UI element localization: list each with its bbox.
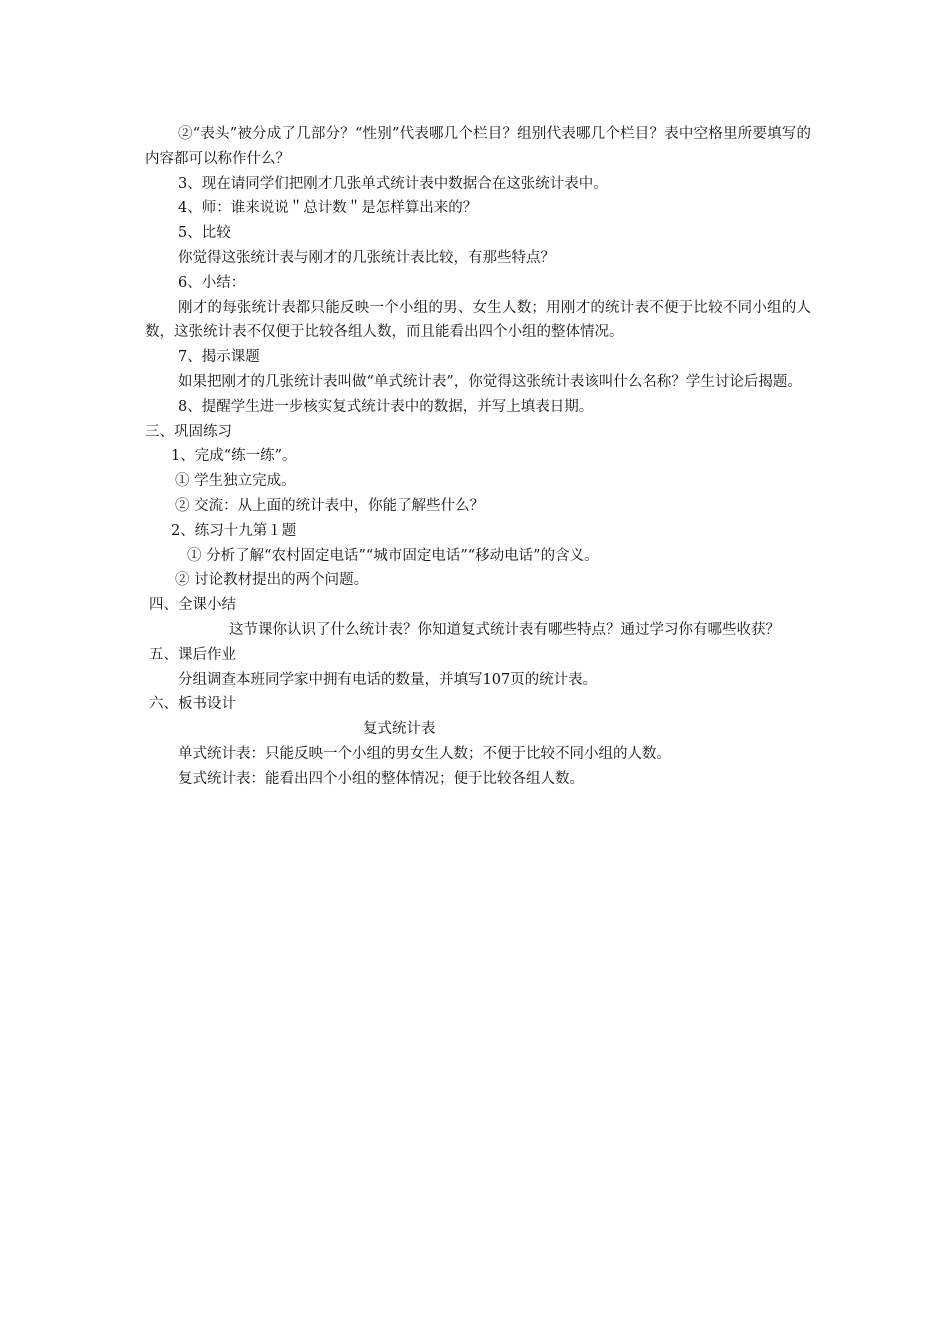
step-4: 4、师：谁来说说＂总计数＂是怎样算出来的？ — [178, 200, 478, 217]
section-6-heading: 六、板书设计 — [149, 696, 236, 713]
board-title: 复式统计表 — [363, 721, 436, 738]
step-8: 8、提醒学生进一步核实复式统计表中的数据，并写上填表日期。 — [178, 398, 594, 415]
exercise-1-item-1: ① 学生独立完成。 — [175, 473, 296, 490]
section-4-heading: 四、全课小结 — [149, 597, 236, 614]
section-5-text: 分组调查本班同学家中拥有电话的数量，并填写107页的统计表。 — [178, 671, 598, 688]
step-5-heading: 5、比较 — [178, 225, 231, 242]
section-3-heading: 三、巩固练习 — [145, 423, 232, 440]
board-line-compound-table: 复式统计表：能看出四个小组的整体情况；便于比较各组人数。 — [178, 770, 584, 787]
step-6-summary: 刚才的每张统计表都只能反映一个小组的男、女生人数；用刚才的统计表不便于比较不同小组的人数，这张统计表不仅便于比较各组人数，而且能看出四个小组的整体情况。 — [145, 299, 811, 341]
exercise-2-item-2: ② 讨论教材提出的两个问题。 — [175, 572, 369, 589]
paragraph-table-header-question: ②“表头”被分成了几部分？“性别”代表哪几个栏目？组别代表哪几个栏目？表中空格里所要填写的内容都可以称作什么？ — [145, 126, 811, 167]
step-7-heading: 7、揭示课题 — [178, 349, 260, 366]
exercise-1-item-2: ② 交流：从上面的统计表中，你能了解些什么？ — [175, 497, 485, 514]
step-5-question: 你觉得这张统计表与刚才的几张统计表比较，有那些特点？ — [178, 249, 555, 266]
exercise-1: 1、完成“练一练”。 — [171, 448, 297, 465]
section-4-text: 这节课你认识了什么统计表？你知道复式统计表有哪些特点？通过学习你有哪些收获？ — [229, 621, 780, 638]
board-line-simple-table: 单式统计表：只能反映一个小组的男女生人数；不便于比较不同小组的人数。 — [178, 745, 671, 762]
exercise-2: 2、练习十九第１题 — [171, 522, 297, 539]
document-body — [145, 122, 811, 792]
step-7-text: 如果把刚才的几张统计表叫做“单式统计表”，你觉得这张统计表该叫什么名称？学生讨论后揭题。 — [178, 373, 802, 390]
step-6-heading: 6、小结： — [178, 274, 246, 291]
section-5-heading: 五、课后作业 — [149, 646, 236, 663]
exercise-2-item-1: ① 分析了解“农村固定电话”“城市固定电话”“移动电话”的含义。 — [187, 547, 599, 564]
step-3: 3、现在请同学们把刚才几张单式统计表中数据合在这张统计表中。 — [178, 175, 608, 192]
